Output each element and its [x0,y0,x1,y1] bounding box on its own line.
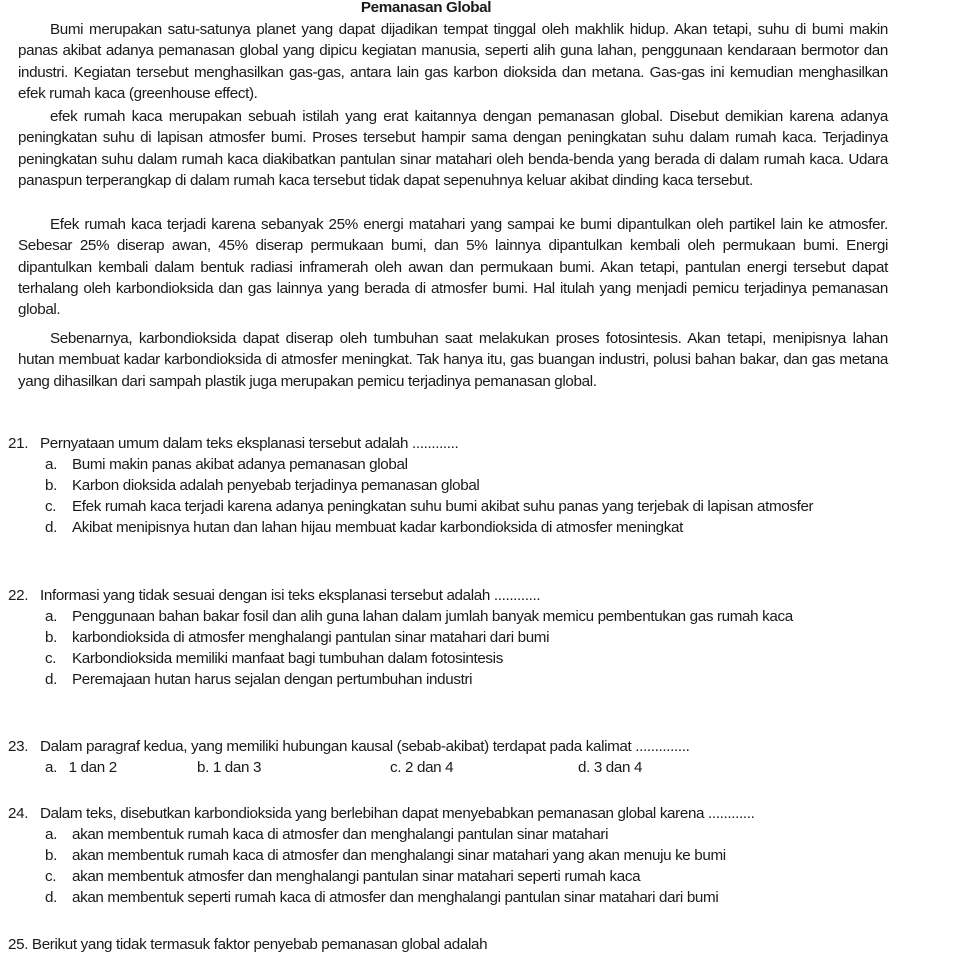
option-d[interactable] [45,887,888,908]
options-row [8,757,888,778]
option-letter: d. [578,759,590,776]
option-b[interactable] [45,627,888,648]
option-letter: b. [45,629,57,646]
option-d[interactable] [45,517,888,538]
option-text: 2 dan 4 [405,759,454,776]
option-letter: b. [45,477,57,494]
option-a[interactable] [45,606,888,627]
question-number: 21. [8,435,29,452]
option-letter: c. [390,759,402,776]
document-title: Pemanasan Global [360,0,492,16]
option-letter: a. [45,759,57,776]
question-number: 24. [8,805,29,822]
paragraph-2: efek rumah kaca merupakan sebuah istilah yang erat kaitannya dengan pemanasan global. Disebut demikian karena adanya peningkatan suhu di lapisan atmosfer bumi. Proses tersebut hampir sama dengan peningkatan suhu dalam rumah kaca. Terjadinya peningkatan suhu dalam rumah kaca diakibatkan pantulan sinar matahari oleh benda-benda yang berada di dalam rumah kaca. Udara panaspun terperangkap di dalam rumah kaca tersebut tidak dapat sepenuhnya keluar akibat dinding kaca tersebut. [18,108,888,189]
question-21 [8,433,888,538]
question-number: 22. [8,587,29,604]
question-text: Informasi yang tidak sesuai dengan isi teks eksplanasi tersebut adalah ............ [40,587,541,604]
question-25-cutoff: 25. Berikut yang tidak termasuk faktor penyebab pemanasan global adalah [8,936,488,953]
option-b[interactable] [197,757,261,778]
option-text: Peremajaan hutan harus sejalan dengan pertumbuhan industri [72,671,473,688]
option-text: 1 dan 3 [212,759,262,776]
option-text: akan membentuk rumah kaca di atmosfer dan menghalangi pantulan sinar matahari [72,826,609,843]
option-letter: d. [45,519,57,536]
option-text: Penggunaan bahan bakar fosil dan alih guna lahan dalam jumlah banyak memicu pembentukan gas rumah kaca [72,608,793,625]
option-text: akan membentuk atmosfer dan menghalangi pantulan sinar matahari seperti rumah kaca [72,868,641,885]
paragraph-1: Bumi merupakan satu-satunya planet yang dapat dijadikan tempat tinggal oleh makhlik hidup. Akan tetapi, suhu di bumi makin panas akibat adanya pemanasan global yang dipicu kegiatan manusia, seperti alih guna lahan, penggunaan kendaraan bermotor dan industri. Kegiatan tersebut menghasilkan gas-gas, antara lain gas karbon dioksida dan metana. Gas-gas ini kemudian menghasilkan efek rumah kaca (greenhouse effect). [18,21,888,102]
option-d[interactable] [45,669,888,690]
option-c[interactable] [45,496,888,517]
paragraph-4: Sebenarnya, karbondioksida dapat diserap oleh tumbuhan saat melakukan proses fotosintesis. Akan tetapi, menipisnya lahan hutan membuat kadar karbondioksida di atmosfer meningkat. Tak hanya itu, gas buangan industri, polusi bahan bakar, dan gas metana yang dihasilkan dari sampah plastik juga merupakan pemicu terjadinya pemanasan global. [18,330,888,390]
option-b[interactable] [45,475,888,496]
option-c[interactable] [390,757,453,778]
option-text: akan membentuk seperti rumah kaca di atmosfer dan menghalangi pantulan sinar matahari dari bumi [72,889,719,906]
question-24 [8,803,888,908]
option-a[interactable] [45,757,117,778]
option-a[interactable] [45,454,888,475]
option-letter: d. [45,671,57,688]
option-text: Karbondioksida memiliki manfaat bagi tumbuhan dalam fotosintesis [72,650,503,667]
option-text: Karbon dioksida adalah penyebab terjadinya pemanasan global [72,477,480,494]
option-letter: a. [45,826,57,843]
option-b[interactable] [45,845,888,866]
question-text: Dalam teks, disebutkan karbondioksida yang berlebihan dapat menyebabkan pemanasan global karena ............ [40,805,755,822]
option-letter: b. [197,759,209,776]
option-c[interactable] [45,866,888,887]
option-text: 1 dan 2 [68,759,117,776]
option-letter: d. [45,889,57,906]
option-a[interactable] [45,824,888,845]
option-letter: b. [45,847,57,864]
question-text: Pernyataan umum dalam teks eksplanasi tersebut adalah ............ [40,435,459,452]
option-text: Bumi makin panas akibat adanya pemanasan global [72,456,408,473]
option-letter: a. [45,608,57,625]
option-d[interactable] [578,757,642,778]
question-22 [8,585,888,690]
option-text: Efek rumah kaca terjadi karena adanya peningkatan suhu bumi akibat suhu panas yang terjebak di lapisan atmosfer [72,498,814,515]
question-23 [8,736,888,778]
question-number: 23. [8,738,29,755]
option-letter: c. [45,498,57,515]
option-c[interactable] [45,648,888,669]
option-text: Akibat menipisnya hutan dan lahan hijau membuat kadar karbondioksida di atmosfer meningkat [72,519,683,536]
paragraph-3: Efek rumah kaca terjadi karena sebanyak 25% energi matahari yang sampai ke bumi dipantulkan oleh partikel lain ke atmosfer. Sebesar 25% diserap awan, 45% diserap permukaan bumi, dan 5% lainnya dipantulkan kembali oleh permukaan bumi. Energi dipantulkan kembali dalam bentuk radiasi inframerah oleh awan dan permukaan bumi. Akan tetapi, pantulan energi tersebut dapat terhalang oleh karbondioksida dan gas lainnya yang berada di atmosfer bumi. Hal itulah yang menjadi pemicu terjadinya pemanasan global. [18,216,888,319]
option-text: 3 dan 4 [593,759,643,776]
question-text: Dalam paragraf kedua, yang memiliki hubungan kausal (sebab-akibat) terdapat pada kalimat .............. [40,738,690,755]
option-letter: c. [45,650,57,667]
option-text: akan membentuk rumah kaca di atmosfer dan menghalangi sinar matahari yang akan menuju ke bumi [72,847,726,864]
option-text: karbondioksida di atmosfer menghalangi pantulan sinar matahari dari bumi [72,629,550,646]
option-letter: c. [45,868,57,885]
option-letter: a. [45,456,57,473]
